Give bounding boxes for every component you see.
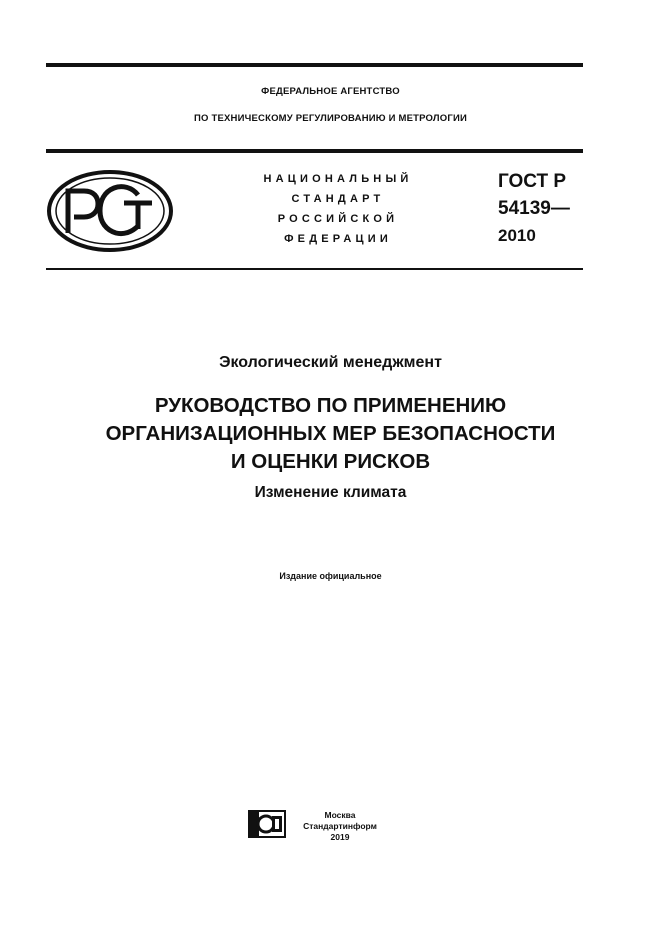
publisher-city: Москва [324,810,356,820]
gost-line-2: 54139— [498,198,570,219]
publisher-year: 2019 [330,832,350,842]
gost-line-3: 2010 [498,226,536,245]
document-subtitle: Изменение климата [254,484,407,501]
header-rule [46,149,583,153]
agency-line-1: ФЕДЕРАЛЬНОЕ АГЕНТСТВО [261,86,400,97]
standard-line-1: НАЦИОНАЛЬНЫЙ [263,173,413,185]
publisher-info [290,810,390,843]
title-line-2: ОРГАНИЗАЦИОННЫХ МЕР БЕЗОПАСНОСТИ [105,422,556,445]
title-line-3: И ОЦЕНКИ РИСКОВ [230,450,431,473]
top-rule [46,63,583,67]
document-subject: Экологический менеджмент [219,354,442,371]
header-bottom-rule [46,268,583,270]
rst-certification-logo-icon [46,169,174,253]
standard-line-2: СТАНДАРТ [291,193,385,205]
publisher-name: Стандартинформ [303,821,377,831]
title-line-1: РУКОВОДСТВО ПО ПРИМЕНЕНИЮ [154,394,507,417]
standartinform-logo-icon [248,810,286,838]
document-title [0,392,661,476]
agency-line-2: ПО ТЕХНИЧЕСКОМУ РЕГУЛИРОВАНИЮ И МЕТРОЛОГИИ [194,113,467,124]
standard-line-4: ФЕДЕРАЦИИ [284,233,392,245]
edition-note: Издание официальное [279,571,382,581]
gost-line-1: ГОСТ Р [498,171,567,192]
standard-line-3: РОССИЙСКОЙ [277,213,399,225]
